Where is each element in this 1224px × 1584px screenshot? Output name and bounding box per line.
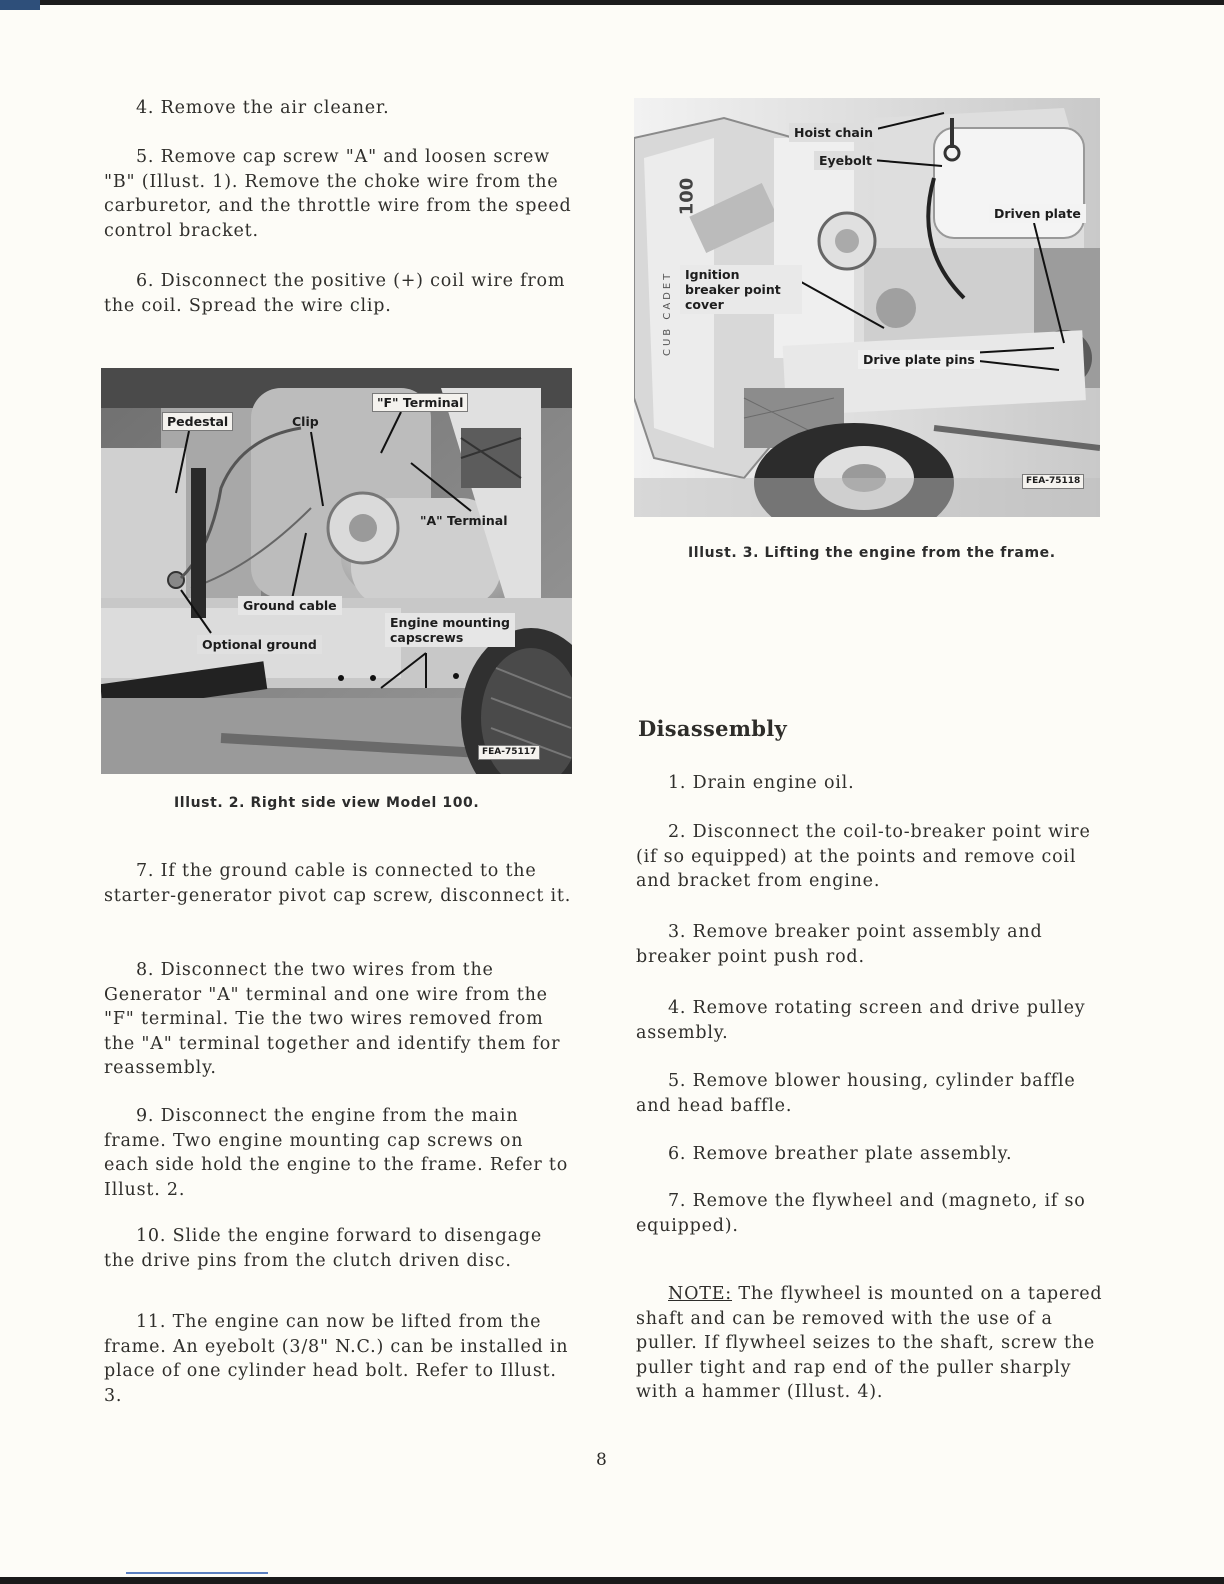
step-4-left [104, 96, 574, 121]
step-number: 9. [136, 1106, 155, 1126]
step-6-left [104, 269, 574, 318]
step-number: 11. [136, 1312, 167, 1332]
step-8-left [104, 958, 574, 1081]
bottom-edge-mark [126, 1572, 268, 1574]
step-text: Remove blower housing, cylinder baffle and head baffle. [636, 1071, 1076, 1116]
step-10-left [104, 1224, 574, 1273]
step-text: The engine can now be lifted from the frame. An eyebolt (3/8" N.C.) can be installed in place of one cylinder head bolt. Refer to Illust. 3. [104, 1312, 569, 1406]
label-engine-mounting-capscrews: Engine mounting capscrews [385, 613, 515, 647]
label-eyebolt: Eyebolt [814, 151, 877, 170]
illustration-3-photo [634, 98, 1100, 517]
step-7-left [104, 859, 574, 908]
step-text: Remove breather plate assembly. [692, 1144, 1013, 1164]
model-number-decal: 100 [676, 177, 698, 216]
label-optional-ground: Optional ground [197, 635, 322, 654]
step-number: 4. [136, 98, 155, 118]
step-5-left [104, 145, 574, 243]
step-text: Remove cap screw "A" and loosen screw "B" (Illust. 1). Remove the choke wire from the carburetor, and the throttle wire from the speed control bracket. [104, 147, 572, 241]
disassembly-step-1 [636, 771, 1106, 796]
disassembly-step-5 [636, 1069, 1106, 1118]
step-9-left [104, 1104, 574, 1202]
brand-decal: CUB CADET [662, 270, 673, 356]
note-paragraph [636, 1282, 1106, 1405]
illustration-2-photo [101, 368, 572, 774]
step-number: 5. [668, 1071, 687, 1091]
illustration-2-caption: Illust. 2. Right side view Model 100. [174, 795, 480, 811]
step-text: Disconnect the positive (+) coil wire from the coil. Spread the wire clip. [104, 271, 566, 316]
step-number: 7. [136, 861, 155, 881]
disassembly-step-4 [636, 996, 1106, 1045]
step-text: Drain engine oil. [692, 773, 855, 793]
top-edge [0, 0, 1224, 5]
label-drive-plate-pins: Drive plate pins [858, 350, 980, 369]
top-edge-mark [0, 0, 40, 10]
step-number: 4. [668, 998, 687, 1018]
step-text: Slide the engine forward to disengage the drive pins from the clutch driven disc. [104, 1226, 543, 1271]
label-ground-cable: Ground cable [238, 596, 342, 615]
label-a-terminal: "A" Terminal [420, 513, 508, 528]
step-number: 8. [136, 960, 155, 980]
step-number: 3. [668, 922, 687, 942]
disassembly-step-3 [636, 920, 1106, 969]
page-number: 8 [596, 1450, 607, 1470]
label-pedestal: Pedestal [162, 412, 233, 431]
bottom-edge [0, 1577, 1224, 1584]
step-number: 7. [668, 1191, 687, 1211]
step-number: 1. [668, 773, 687, 793]
label-hoist-chain: Hoist chain [789, 123, 878, 142]
step-11-left [104, 1310, 574, 1408]
illustration-3-caption: Illust. 3. Lifting the engine from the frame. [688, 545, 1056, 561]
disassembly-step-7 [636, 1189, 1106, 1238]
step-number: 2. [668, 822, 687, 842]
label-ignition-breaker-point-cover: Ignition breaker point cover [680, 265, 802, 314]
step-text: Disconnect the two wires from the Generator "A" terminal and one wire from the "F" terminal. Tie the two wires removed from the "A" terminal together and identify them for reassembly. [104, 960, 561, 1078]
note-text: The flywheel is mounted on a tapered shaft and can be removed with the use of a puller. If flywheel seizes to the shaft, screw the puller tight and rap end of the puller sharply with a hammer (Illust. 4). [636, 1284, 1103, 1402]
step-text: If the ground cable is connected to the starter-generator pivot cap screw, disconnect it. [104, 861, 572, 906]
step-number: 6. [136, 271, 155, 291]
label-driven-plate: Driven plate [989, 204, 1086, 223]
step-number: 10. [136, 1226, 167, 1246]
step-text: Remove the flywheel and (magneto, if so equipped). [636, 1191, 1086, 1236]
step-text: Disconnect the engine from the main frame. Two engine mounting cap screws on each side hold the engine to the frame. Refer to Illust. 2. [104, 1106, 569, 1200]
step-text: Remove breaker point assembly and breaker point push rod. [636, 922, 1043, 967]
figure-code: FEA-75118 [1022, 474, 1084, 489]
label-clip: Clip [292, 414, 319, 429]
step-number: 6. [668, 1144, 687, 1164]
step-text: Remove rotating screen and drive pulley assembly. [636, 998, 1086, 1043]
step-number: 5. [136, 147, 155, 167]
label-f-terminal: "F" Terminal [372, 393, 468, 412]
section-title-disassembly: Disassembly [638, 716, 788, 741]
disassembly-step-2 [636, 820, 1106, 894]
figure-code: FEA-75117 [478, 745, 540, 760]
disassembly-step-6 [636, 1142, 1106, 1167]
step-text: Remove the air cleaner. [160, 98, 390, 118]
note-label: NOTE: [668, 1284, 733, 1304]
step-text: Disconnect the coil-to-breaker point wire (if so equipped) at the points and remove coil and bracket from engine. [636, 822, 1091, 891]
